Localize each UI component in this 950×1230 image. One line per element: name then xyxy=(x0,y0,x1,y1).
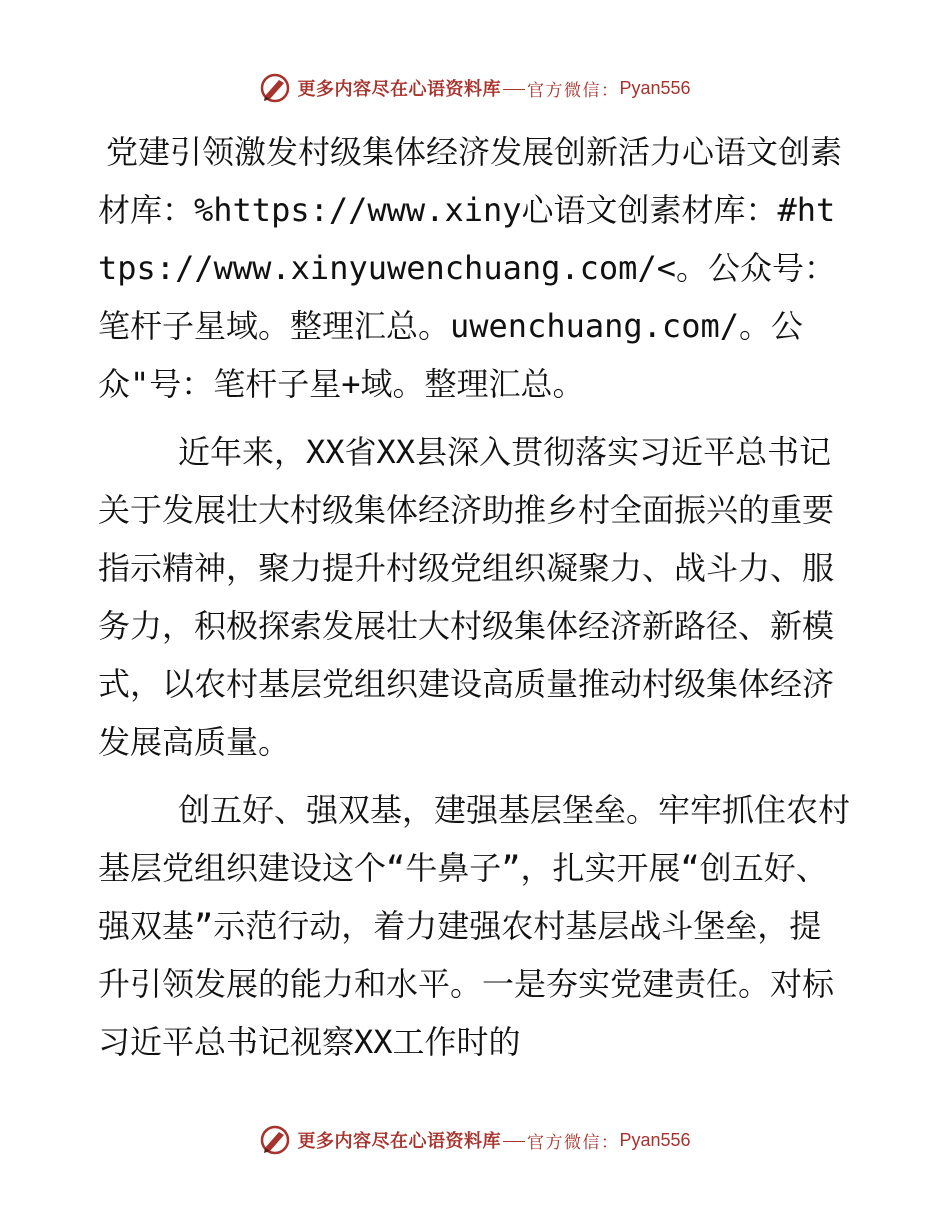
banner-site-text: 更多内容尽在心语资料库 xyxy=(297,1131,501,1152)
body-paragraph-1: 近年来，XX省XX县深入贯彻落实习近平总书记关于发展壮大村级集体经济助推乡村全面振兴的重要指示精神，聚力提升村级党组织凝聚力、战斗力、服务力，积极探索发展壮大村级集体经济新路径、新模式，以农村基层党组织建设高质量推动村级集体经济发展高质量。 xyxy=(98,433,835,761)
banner-site-text: 更多内容尽在心语资料库 xyxy=(297,79,501,100)
pen-logo-icon xyxy=(259,1124,291,1156)
banner-dash xyxy=(503,1141,525,1142)
footer-banner xyxy=(0,1120,950,1160)
banner-wechat-id: Pyan556 xyxy=(619,1129,691,1150)
document-body xyxy=(98,123,850,1071)
header-banner xyxy=(0,68,950,108)
banner-wechat-id: Pyan556 xyxy=(619,77,691,98)
banner-wechat-label: 官方微信： xyxy=(526,1132,620,1153)
banner-wechat-label: 官方微信： xyxy=(526,80,620,101)
pen-logo-icon xyxy=(259,72,291,104)
banner-dash xyxy=(503,89,525,90)
body-paragraph-2: 创五好、强双基，建强基层堡垒。牢牢抓住农村基层党组织建设这个“牛鼻子”，扎实开展“创五好、强双基”示范行动，着力建强农村基层战斗堡垒，提升引领发展的能力和水平。一是夯实党建责任。对标习近平总书记视察XX工作时的 xyxy=(98,791,851,1061)
title-paragraph: 党建引领激发村级集体经济发展创新活力心语文创素材库：%https://www.xiny心语文创素材库：#https://www.xinyuwenchuang.com/<。公众号：笔杆子星域。整理汇总。uwenchuang.com/。公众"号：笔杆子星+域。整理汇总。 xyxy=(98,133,843,403)
